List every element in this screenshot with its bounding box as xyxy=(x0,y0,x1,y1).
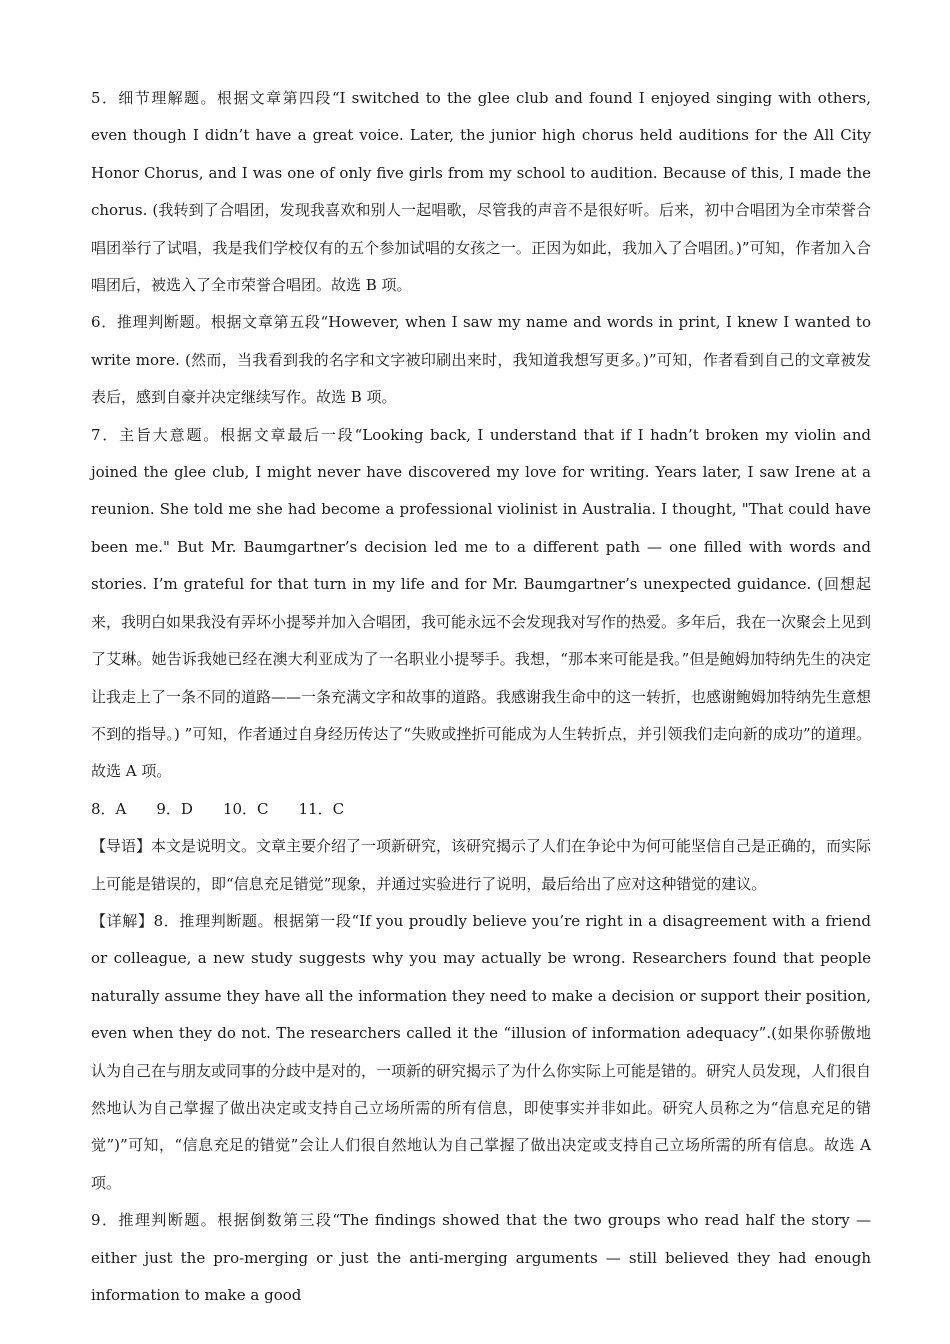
answer-key-row xyxy=(91,791,871,828)
answer-10: 10．C xyxy=(222,799,269,818)
answer-explanation-8: 【详解】8．推理判断题。根据第一段“If you proudly believe you’re right in a disagreement with a friend or colleague, a new study suggests why you may actually be wrong. Researchers found that people naturally assume they have all the information they need to make a decision or support their position, even when they do not. The researchers called it the “illusion of information adequacy”.(如果你骄傲地认为自己在与朋友或同事的分歧中是对的，一项新的研究揭示了为什么你实际上可能是错的。研究人员发现，人们很自然地认为自己掌握了做出决定或支持自己立场所需的所有信息，即使事实并非如此。研究人员称之为“信息充足的错觉”)”可知，“信息充足的错觉”会让人们很自然地认为自己掌握了做出决定或支持自己立场所需的所有信息。故选 A 项。 xyxy=(91,911,872,1192)
answer-explanation-7: 7．主旨大意题。根据文章最后一段“Looking back, I understand that if I hadn’t broken my violin and joined the glee club, I might never have discovered my love for writing. Years later, I saw Irene at a reunion. She told me she had become a professional violinist in Australia. I thought, "That could have been me." But Mr. Baumgartner’s decision led me to a different path — one filled with words and stories. I’m grateful for that turn in my life and for Mr. Baumgartner’s unexpected guidance. (回想起来，我明白如果我没有弄坏小提琴并加入合唱团，我可能永远不会发现我对写作的热爱。多年后，我在一次聚会上见到了艾琳。她告诉我她已经在澳大利亚成为了一名职业小提琴手。我想，“那本来可能是我。”但是鲍姆加特纳先生的决定让我走上了一条不同的道路——一条充满文字和故事的道路。我感谢我生命中的这一转折，也感谢鲍姆加特纳先生意想不到的指导。) ”可知，作者通过自身经历传达了“失败或挫折可能成为人生转折点，并引领我们走向新的成功”的道理。故选 A 项。 xyxy=(91,425,872,781)
answer-explanation-6: 6．推理判断题。根据文章第五段“However, when I saw my name and words in print, I knew I wanted to write more. (然而，当我看到我的名字和文字被印刷出来时，我知道我想写更多。)”可知，作者看到自己的文章被发表后，感到自豪并决定继续写作。故选 B 项。 xyxy=(91,313,871,407)
answer-explanation-9: 9．推理判断题。根据倒数第三段“The findings showed that the two groups who read half the story — either just the pro-merging or just the anti-merging arguments — still believed they had enough information to make a good xyxy=(91,1211,871,1304)
page-content xyxy=(91,80,871,1314)
answer-explanation-5: 5．细节理解题。根据文章第四段“I switched to the glee club and found I enjoyed singing with others, even though I didn’t have a great voice. Later, the junior high chorus held auditions for the All City Honor Chorus, and I was one of only five girls from my school to audition. Because of this, I made the chorus. (我转到了合唱团，发现我喜欢和别人一起唱歌，尽管我的声音不是很好听。后来，初中合唱团为全市荣誉合唱团举行了试唱，我是我们学校仅有的五个参加试唱的女孩之一。正因为如此，我加入了合唱团。)”可知，作者加入合唱团后，被选入了全市荣誉合唱团。故选 B 项。 xyxy=(91,89,871,295)
answer-9: 9．D xyxy=(156,799,193,818)
answer-8: 8．A xyxy=(91,799,127,818)
passage-intro: 【导语】本文是说明文。文章主要介绍了一项新研究，该研究揭示了人们在争论中为何可能坚信自己是正确的，而实际上可能是错误的，即“信息充足错觉”现象，并通过实验进行了说明，最后给出了应对这种错觉的建议。 xyxy=(91,837,872,893)
answer-11: 11．C xyxy=(298,799,345,818)
